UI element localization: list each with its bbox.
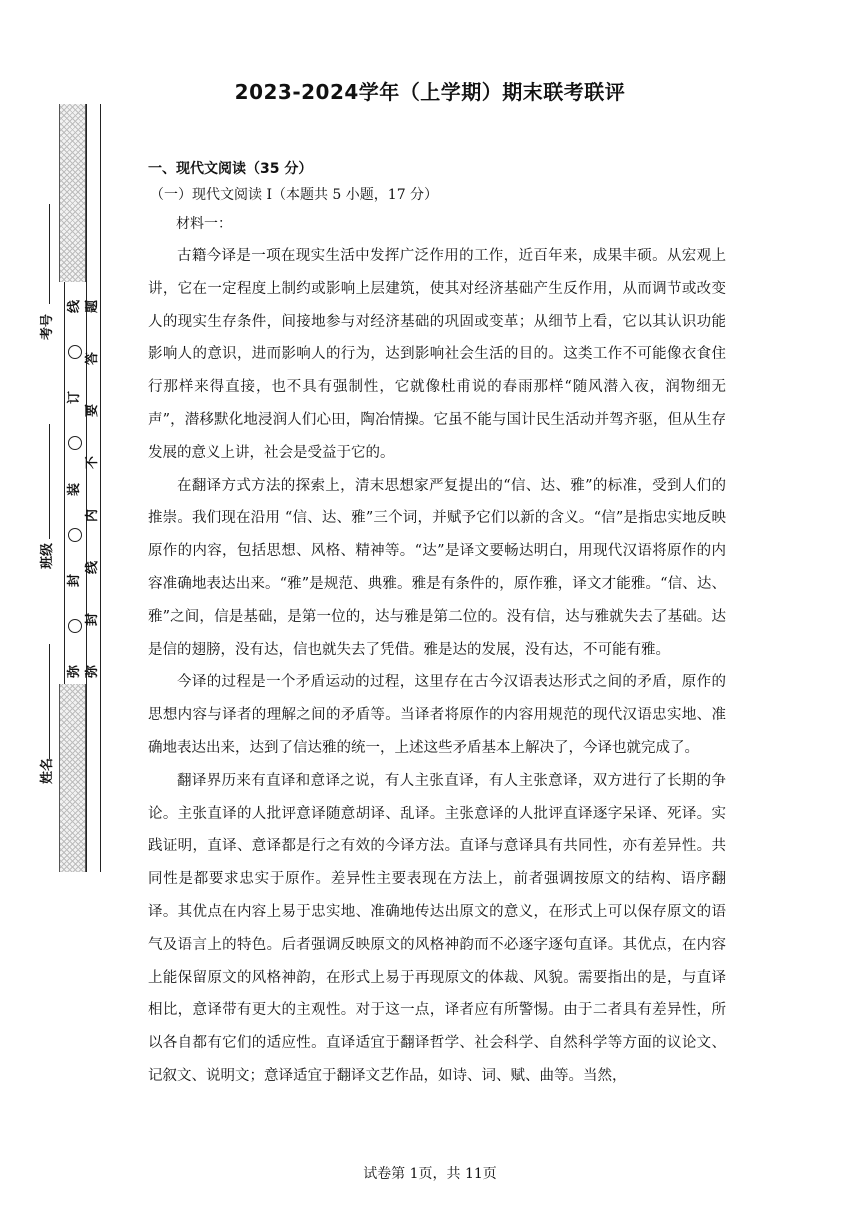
binding-char: 装	[67, 482, 83, 496]
binding-char: 封	[67, 573, 83, 587]
class-line[interactable]	[49, 424, 50, 539]
reading-section	[148, 156, 726, 1093]
binding-circle	[68, 528, 82, 542]
paragraph: 今译的过程是一个矛盾运动的过程，这里存在古今汉语表达形式之间的矛盾，原作的思想内容与译者的理解之间的矛盾等。当译者将原作的内容用规范的现代汉语忠实地、准确地表达出来，达到了信达雅的统一，上述这些矛盾基本上解决了，今译也就完成了。	[148, 674, 726, 756]
binding-char: 内	[85, 508, 101, 522]
binding-inner-column	[86, 300, 100, 678]
binding-char: 弥	[85, 664, 101, 678]
binding-char: 弥	[67, 664, 83, 679]
binding-char: 不	[85, 456, 101, 470]
binding-outer-column	[64, 300, 86, 678]
name-line[interactable]	[49, 644, 50, 759]
binding-margin	[28, 104, 102, 872]
binding-circle	[68, 436, 82, 450]
name-label: 姓名	[40, 757, 55, 784]
hatch-top	[59, 104, 86, 282]
section-subheading: （一）现代文阅读 I（本题共 5 小题，17 分）	[150, 187, 439, 203]
paragraph: 古籍今译是一项在现实生活中发挥广泛作用的工作，近百年来，成果丰硕。从宏观上讲，它在一定程度上制约或影响上层建筑，使其对经济基础产生反作用，从而调节或改变人的现实生存条件，间接地参与对经济基础的巩固或变革；从细节上看，它以其认识功能影响人的意识，进而影响人的行为，达到影响社会生活的目的。这类工作不可能像衣食住行那样来得直接，也不具有强制性，它就像杜甫说的春雨那样“随风潜入夜，润物细无声”，潜移默化地浸润人们心田，陶冶情操。它虽不能与国计民生活动并驾齐驱，但从生存发展的意义上讲，社会是受益于它的。	[148, 248, 726, 461]
binding-char: 线	[67, 299, 83, 314]
class-label: 班级	[40, 542, 55, 569]
binding-char: 线	[85, 560, 101, 574]
page-footer: 试卷第 1页，共 11页	[363, 1166, 497, 1182]
binding-rule	[100, 104, 101, 872]
paragraph: 在翻译方式方法的探索上，清末思想家严复提出的“信、达、雅”的标准，受到人们的推崇。我们现在沿用 “信、达、雅”三个词，并赋予它们以新的含义。“信”是指忠实地反映原作的内容，包括思想、风格、精神等。“达”是译文要畅达明白，用现代汉语将原作的内容准确地表达出来。“雅”是规范、典雅。雅是有条件的，原作雅，译文才能雅。“信、达、雅”之间，信是基础，是第一位的，达与雅是第二位的。没有信，达与雅就失去了基础。达是信的翅膀，没有达，信也就失去了凭借。雅是达的发展，没有达，不可能有雅。	[148, 477, 726, 658]
hatch-bottom	[59, 684, 86, 872]
material-label: 材料一：	[176, 216, 232, 232]
paragraph: 翻译界历来有直译和意译之说，有人主张直译，有人主张意译，双方进行了长期的争论。主张直译的人批评意译随意胡译、乱译。主张意译的人批评直译逐字呆译、死译。实践证明，直译、意译都是行之有效的今译方法。直译与意译具有共同性，亦有差异性。共同性是都要求忠实于原作。差异性主要表现在方法上，前者强调按原文的结构、语序翻译。其优点在内容上易于忠实地、准确地传达出原文的意义，在形式上可以保存原文的语气及语言上的特色。后者强调反映原文的风格神韵而不必逐字逐句直译。其优点，在内容上能保留原文的风格神韵，在形式上易于再现原文的体裁、风貌。需要指出的是，与直译相比，意译带有更大的主观性。对于这一点，译者应有所警惕。由于二者具有差异性，所以各自都有它们的适应性。直译适宜于翻译哲学、社会科学、自然科学等方面的议论文、记叙文、说明文；意译适宜于翻译文艺作品，如诗、词、赋、曲等。当然，	[148, 772, 726, 1084]
exam-number-line[interactable]	[49, 204, 50, 304]
binding-char: 订	[67, 391, 83, 405]
section-heading: 一、现代文阅读（35 分）	[148, 161, 313, 177]
binding-char: 要	[85, 404, 101, 418]
exam-title: 2023-2024学年（上学期）期末联考联评	[234, 80, 626, 104]
binding-char: 题	[85, 299, 101, 314]
binding-circle	[68, 619, 82, 633]
binding-char: 封	[85, 612, 101, 626]
exam-number-label: 考号	[40, 313, 55, 340]
binding-circle	[68, 345, 82, 359]
binding-char: 答	[85, 352, 101, 366]
